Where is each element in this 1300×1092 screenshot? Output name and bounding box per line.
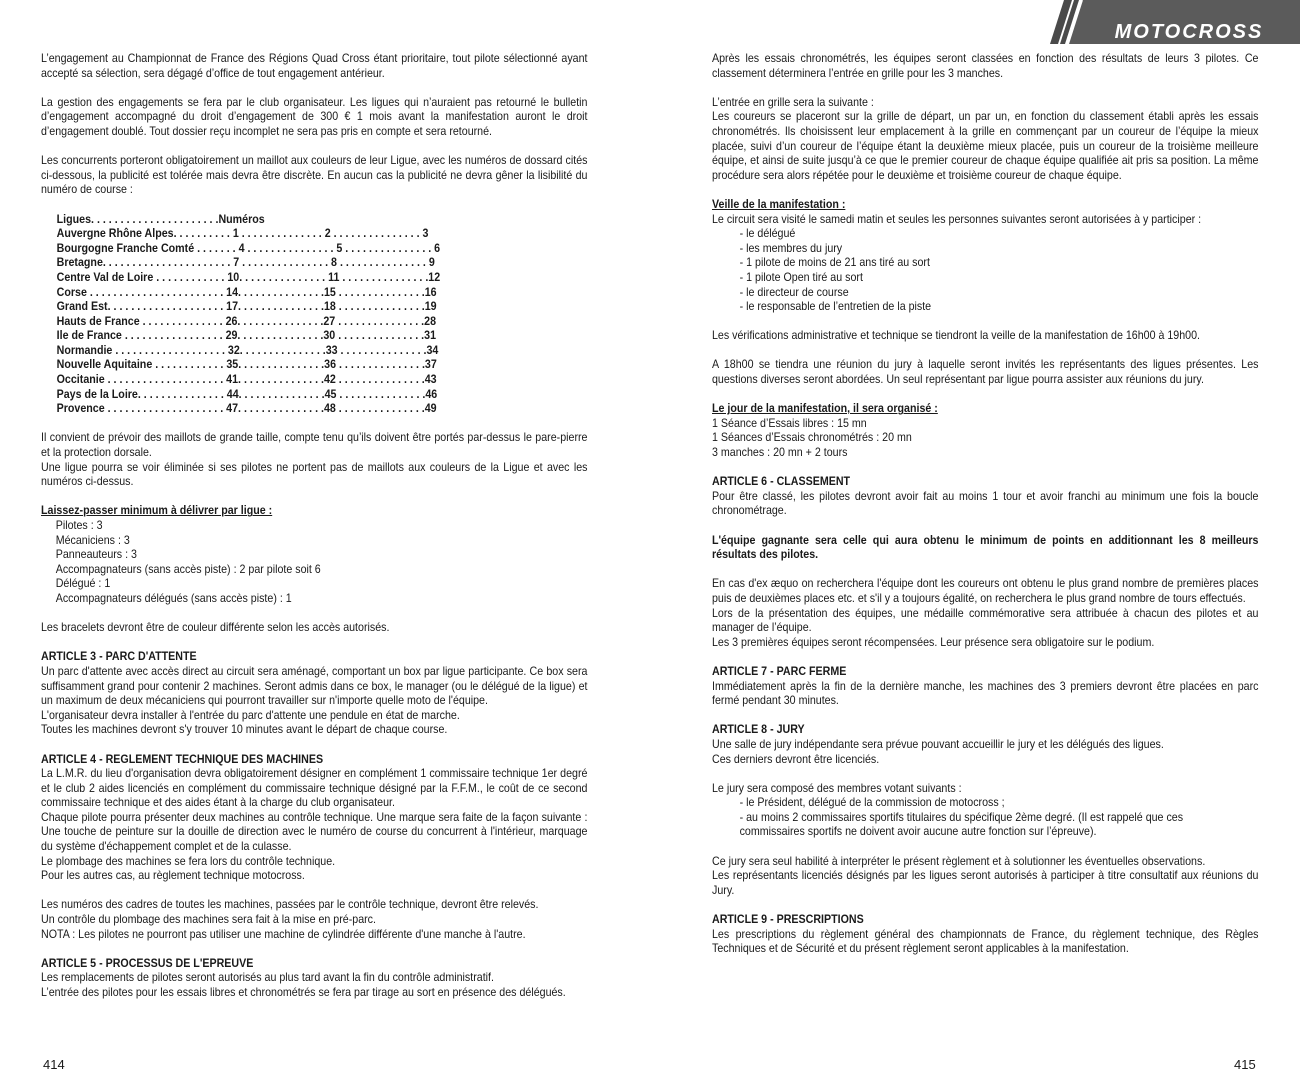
article-3-title: ARTICLE 3 - PARC D'ATTENTE <box>41 650 197 664</box>
paragraph: Chaque pilote pourra présenter deux machines au contrôle technique. Une marque sera faite de la façon suivante : Une touche de peinture sur la douille de direction avec le numéro de course du concurrent à l'intérieur, marquage du système d'échappement complet et de la culasse. <box>41 810 588 854</box>
paragraph: Les représentants licenciés désignés par les ligues seront autorisés à participer à titre consultatif aux réunions du Jury. <box>712 869 1259 897</box>
list-item: - le responsable de l’entretien de la piste <box>739 300 932 314</box>
page-number-left: 414 <box>43 1057 65 1072</box>
section-title-veille: Veille de la manifestation : <box>712 197 846 211</box>
paragraph: Un contrôle du plombage des machines sera fait à la mise en pré-parc. <box>41 913 376 927</box>
page-number-right: 415 <box>1234 1057 1256 1072</box>
paragraph: Pour être classé, les pilotes devront avoir fait au moins 1 tour et avoir franchi au minimum une fois la boucle chronométrage. <box>712 489 1259 518</box>
list-item: Pilotes : 3 <box>55 519 103 532</box>
paragraph: Il convient de prévoir des maillots de grande taille, compte tenu qu’ils doivent être portés par-dessus le pare-pierre et la protection dorsale. <box>41 431 588 460</box>
table-row: Nouvelle Aquitaine . . . . . . . . . . . . 35. . . . . . . . . . . . . . .36 . . . . . . . . . . . . . . .37 <box>56 358 437 372</box>
list-item: - 1 pilote Open tiré au sort <box>739 270 863 284</box>
paragraph: Les vérifications administrative et technique se tiendront la veille de la manifestation de 16h00 à 19h00. <box>712 329 1200 343</box>
paragraph: Ce jury sera seul habilité à interpréter le présent règlement et à solutionner les éventuelles observations. <box>712 854 1206 868</box>
paragraph: L’entrée des pilotes pour les essais libres et chronométrés se fera par tirage au sort en présence des délégués. <box>41 986 566 999</box>
paragraph: L'organisateur devra installer à l'entrée du parc d'attente une pendule en état de marche. <box>41 708 460 722</box>
list-item: Délégué : 1 <box>55 577 111 591</box>
list-item: Accompagnateurs délégués (sans accès piste) : 1 <box>55 591 292 605</box>
paragraph: Une salle de jury indépendante sera prévue pouvant accueillir le jury et les délégués des ligues. <box>712 737 1164 751</box>
paragraph: En cas d'ex æquo on recherchera l'équipe dont les coureurs ont obtenu le plus grand nombre de premières places puis de deuxièmes places etc. et s'il y a toujours égalité, on recherchera le plus grand nombre de tours effectués. <box>712 577 1259 605</box>
paragraph: Un parc d'attente avec accès direct au circuit sera aménagé, comportant un box par ligue participante. Ce box sera suffisamment grand pour contenir 2 machines. Seront admis dans ce box, le manager (ou le délégué de la ligue) et un maximum de deux mécaniciens qui pourront travailler sur n'importe quelle moto de l'équipe. <box>41 664 588 708</box>
paragraph: Les numéros des cadres de toutes les machines, passées par le contrôle technique, devront être relevés. <box>41 898 539 912</box>
paragraph: Les 3 premières équipes seront récompensées. Leur présence sera obligatoire sur le podium. <box>712 635 1155 649</box>
article-8-title: ARTICLE 8 - JURY <box>712 723 805 737</box>
paragraph: A 18h00 se tiendra une réunion du jury à laquelle seront invités les représentants des ligues présentes. Les questions diverses seront abordées. Un seul représentant par ligue pourra assister aux réunions du jury. <box>712 358 1259 387</box>
paragraph: Le jury sera composé des membres votant suivants : <box>712 781 962 795</box>
table-row: Grand Est. . . . . . . . . . . . . . . . . . . . 17. . . . . . . . . . . . . . .18 . . . . . . . . . . . . . . .19 <box>56 300 437 314</box>
list-item: - 1 pilote de moins de 21 ans tiré au sort <box>739 256 930 270</box>
paragraph: Les concurrents porteront obligatoirement un maillot aux couleurs de leur Ligue, avec les numéros de dossard cités ci-dessous, la publicité est tolérée mais devra être discrète. En aucun cas la publicité ne devra gêner la lisibilité du numéro de course : <box>41 154 588 197</box>
paragraph: L’entrée en grille sera la suivante : <box>712 95 874 109</box>
list-item: 3 manches : 20 mn + 2 tours <box>712 446 848 460</box>
paragraph: Une ligue pourra se voir éliminée si ses pilotes ne portent pas de maillots aux couleurs de la Ligue et avec les numéros ci-dessus. <box>41 460 588 489</box>
list-item: 1 Séances d’Essais chronométrés : 20 mn <box>712 431 912 445</box>
table-row: Auvergne Rhône Alpes. . . . . . . . . . 1 . . . . . . . . . . . . . . 2 . . . . . . . . . . . . . . . 3 <box>56 227 429 241</box>
article-9-title: ARTICLE 9 - PRESCRIPTIONS <box>712 913 864 927</box>
paragraph: Les remplacements de pilotes seront autorisés au plus tard avant la fin du contrôle administratif. <box>41 971 494 985</box>
left-page-column <box>41 52 587 1001</box>
paragraph: Les prescriptions du règlement général des championnats de France, du règlement technique, des Règles Techniques et de Sécurité et du présent règlement seront applicables à la manifestation. <box>712 927 1259 956</box>
list-item: Panneauteurs : 3 <box>55 548 137 562</box>
paragraph: Ces derniers devront être licenciés. <box>712 752 880 766</box>
paragraph: Le plombage des machines se fera lors du contrôle technique. <box>41 854 336 868</box>
table-row: Occitanie . . . . . . . . . . . . . . . . . . . . 41. . . . . . . . . . . . . . .42 . . . . . . . . . . . . . . .43 <box>56 373 437 387</box>
list-item: - le Président, délégué de la commission de motocross ; <box>739 796 1005 810</box>
paragraph: Toutes les machines devront s'y trouver 10 minutes avant le départ de chaque course. <box>41 723 448 737</box>
motocross-header-band <box>1050 0 1300 46</box>
paragraph-bold: L'équipe gagnante sera celle qui aura obtenu le minimum de points en additionnant les 8 meilleurs résultats des pilotes. <box>712 533 1259 562</box>
list-item: - le directeur de course <box>739 285 849 299</box>
section-title-laissez-passer: Laissez-passer minimum à délivrer par ligue : <box>41 504 273 518</box>
paragraph: Immédiatement après la fin de la dernière manche, les machines des 3 premiers devront être placées en parc fermé pendant 30 minutes. <box>712 679 1259 708</box>
paragraph: Lors de la présentation des équipes, une médaille commémorative sera attribuée à chacun des pilotes et au manager de l’équipe. <box>712 606 1259 635</box>
table-row: Bretagne. . . . . . . . . . . . . . . . . . . . . . 7 . . . . . . . . . . . . . . . 8 . . . . . . . . . . . . . . . 9 <box>56 256 435 270</box>
list-item: - les membres du jury <box>739 241 843 255</box>
table-row: Hauts de France . . . . . . . . . . . . . . 26. . . . . . . . . . . . . . .27 . . . . . . . . . . . . . . .28 <box>56 314 437 328</box>
paragraph: La L.M.R. du lieu d'organisation devra obligatoirement désigner en complément 1 commissaire technique 1er degré et le club 2 aides licenciés en complément du commissaire technique désigné par la F.F.M., le coût de ce second commissaire technique et des aides étant à la charge du club organisateur. <box>41 767 588 810</box>
paragraph: Pour les autres cas, au règlement technique motocross. <box>41 869 305 883</box>
list-item: Accompagnateurs (sans accès piste) : 2 par pilote soit 6 <box>55 562 321 576</box>
article-7-title: ARTICLE 7 - PARC FERME <box>712 664 847 678</box>
section-title-jour: Le jour de la manifestation, il sera organisé : <box>712 402 938 416</box>
paragraph: Les coureurs se placeront sur la grille de départ, un par un, en fonction du classement établi après les essais chronométrés. Ils choisissent leur emplacement à la grille en commençant par un coureur de l’équipe la mieux placée, suivi d’un coureur de l’équipe étant la deuxième mieux placée, puis un coureur de la troisième meilleure équipe, et ainsi de suite jusqu’à ce que le premier coureur de chaque équipe qualifiée ait pris sa position. La même procédure sera alors répétée pour le deuxième et troisième coureur de chaque équipe. <box>712 110 1259 182</box>
table-row: Ile de France . . . . . . . . . . . . . . . . . 29. . . . . . . . . . . . . . .30 . . . . . . . . . . . . . . .31 <box>56 329 437 343</box>
table-row: Pays de la Loire. . . . . . . . . . . . . . . 44. . . . . . . . . . . . . . .45 . . . . . . . . . . . . . . .46 <box>56 387 438 401</box>
list-item: 1 Séance d’Essais libres : 15 mn <box>712 416 867 430</box>
paragraph: NOTA : Les pilotes ne pourront pas utiliser une machine de cylindrée différente d'une manche à l'autre. <box>41 927 526 941</box>
list-item: Mécaniciens : 3 <box>55 533 130 547</box>
table-row: Normandie . . . . . . . . . . . . . . . . . . . 32. . . . . . . . . . . . . . .33 . . . . . . . . . . . . . . .34 <box>56 343 439 357</box>
paragraph: La gestion des engagements se fera par le club organisateur. Les ligues qui n’auraient pas retourné le bulletin d’engagement accompagné du droit d’engagement de 300 € 1 mois avant la manifestation auront le droit d’engagement doublé. Tout dossier reçu incomplet ne sera pas pris en compte et sera retourné. <box>41 95 588 138</box>
article-6-title: ARTICLE 6 - CLASSEMENT <box>712 475 851 489</box>
article-4-title: ARTICLE 4 - REGLEMENT TECHNIQUE DES MACHINES <box>41 752 324 766</box>
league-numbers-table <box>57 213 588 417</box>
list-item: - le délégué <box>739 227 796 241</box>
header-brand: MOTOCROSS <box>1114 21 1264 43</box>
table-row: Provence . . . . . . . . . . . . . . . . . . . . 47. . . . . . . . . . . . . . .48 . . . . . . . . . . . . . . .49 <box>56 402 437 416</box>
table-row: Corse . . . . . . . . . . . . . . . . . . . . . . . 14. . . . . . . . . . . . . . .15 . . . . . . . . . . . . . . .16 <box>56 285 437 299</box>
list-item: commissaires sportifs ne doivent avoir aucune autre fonction sur l’épreuve). <box>739 825 1097 839</box>
paragraph: Les bracelets devront être de couleur différente selon les accès autorisés. <box>41 621 390 635</box>
table-row: Bourgogne Franche Comté . . . . . . . 4 . . . . . . . . . . . . . . . 5 . . . . . . . . . . . . . . . 6 <box>56 241 441 255</box>
table-row: Centre Val de Loire . . . . . . . . . . . . 10. . . . . . . . . . . . . . . 11 . . . . . . . . . . . . . . .12 <box>56 270 441 284</box>
paragraph: Après les essais chronométrés, les équipes seront classées en fonction des résultats de leurs 3 pilotes. Ce classement déterminera l’entrée en grille pour les 3 manches. <box>712 52 1259 80</box>
article-5-title: ARTICLE 5 - PROCESSUS DE L'EPREUVE <box>41 956 254 970</box>
paragraph: Le circuit sera visité le samedi matin et seules les personnes suivantes seront autorisées à y participer : <box>712 212 1202 226</box>
paragraph: L’engagement au Championnat de France des Régions Quad Cross étant prioritaire, tout pilote sélectionné ayant accepté sa sélection, sera dégagé d’office de tout engagement antérieur. <box>41 52 588 80</box>
list-item: - au moins 2 commissaires sportifs titulaires du spécifique 2ème degré. (Il est rappelé que ces <box>739 810 1184 824</box>
table-header: Ligues. . . . . . . . . . . . . . . . . . . . . .Numéros <box>56 212 265 226</box>
right-page-column <box>712 52 1258 957</box>
